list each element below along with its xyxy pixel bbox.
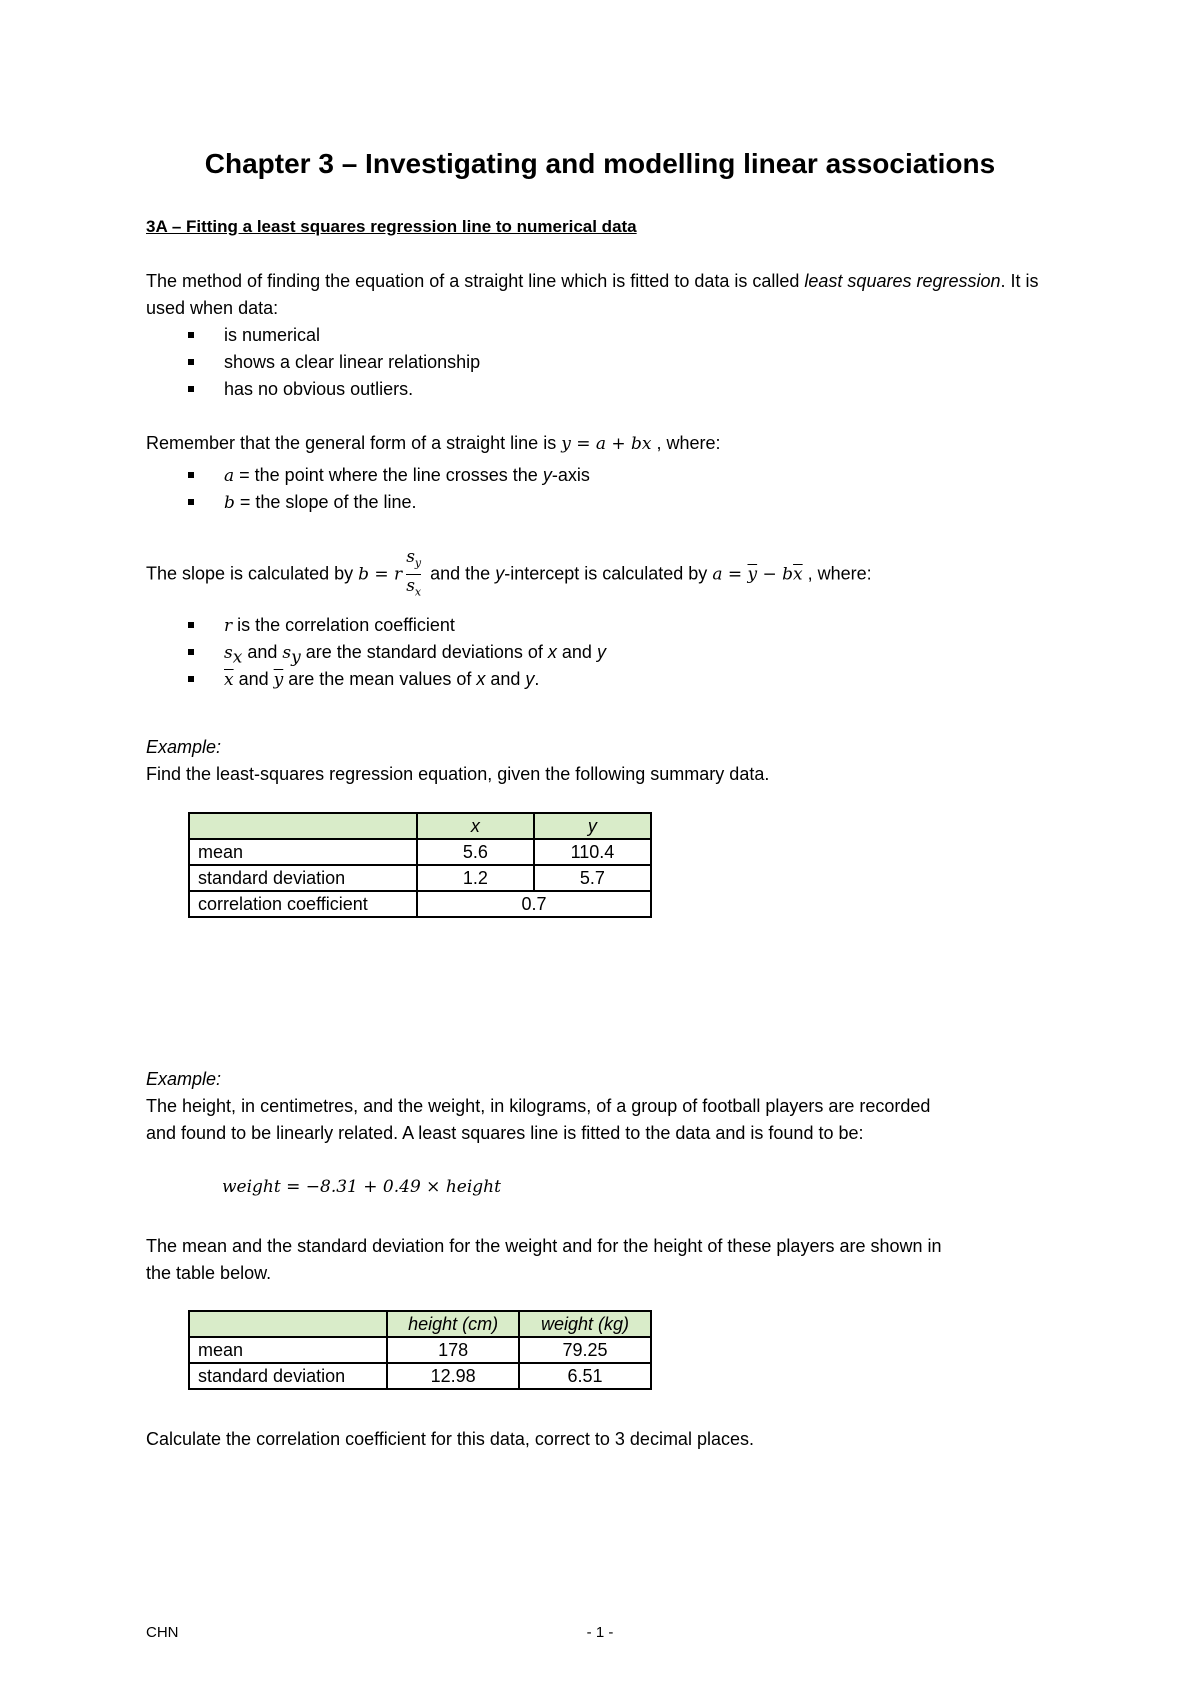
general-form-paragraph: Remember that the general form of a straight line is y = a + bx , where: (146, 433, 721, 454)
question-text: Calculate the correlation coefficient for this data, correct to 3 decimal places. (146, 1429, 754, 1449)
slope-paragraph: The slope is calculated by b = r $\frac{s_y}{s_x}$ and the y-intercept is calculated by $a = \overline{y} - b\overline{x}$ , where: (146, 546, 1066, 606)
list-item: $s_x$ and $s_y$ are the standard deviations of x and y (146, 639, 606, 666)
example2-text-2: and found to be linearly related. A least squares line is fitted to the data and is found to be: (146, 1123, 864, 1143)
section-heading: 3A – Fitting a least squares regression line to numerical data (146, 217, 637, 236)
table-row: correlation coefficient 0.7 (189, 891, 651, 917)
example1-label: Example: (146, 737, 222, 757)
table-row: x y (189, 813, 651, 839)
table-row: mean 5.6 110.4 (189, 839, 651, 865)
regression-equation: weight = −8.31 + 0.49 × height (222, 1177, 501, 1197)
table-row: standard deviation 1.2 5.7 (189, 865, 651, 891)
example2-text-3: The mean and the standard deviation for the weight and for the height of these players are shown in (146, 1236, 942, 1256)
height-weight-table (188, 1310, 652, 1390)
intro-paragraph: The method of finding the equation of a straight line which is fitted to data is called least squares regression. It is used when data: (146, 271, 1039, 318)
page-title: Chapter 3 – Investigating and modelling linear associations (204, 148, 996, 179)
list-item: has no obvious outliers. (146, 376, 480, 403)
example2-text-1: The height, in centimetres, and the weight, in kilograms, of a group of football players are recorded (146, 1096, 931, 1116)
summary-table (188, 812, 652, 918)
footer-author: CHN (146, 1624, 179, 1641)
table-row: standard deviation 12.98 6.51 (189, 1363, 651, 1389)
list-item: a = the point where the line crosses the y-axis (146, 462, 590, 489)
example1-text: Find the least-squares regression equation, given the following summary data. (146, 764, 770, 784)
intro-bullets (146, 322, 480, 403)
list-item: shows a clear linear relationship (146, 349, 480, 376)
general-form-bullets (146, 462, 590, 516)
example2-label: Example: (146, 1069, 222, 1089)
example2-text-4: the table below. (146, 1263, 272, 1283)
slope-fraction: $\frac{s_y}{s_x}$ (406, 547, 422, 599)
table-row: mean 178 79.25 (189, 1337, 651, 1363)
list-item: $\overline{x}$ and $\overline{y}$ are the mean values of x and y. (146, 666, 606, 693)
list-item: is numerical (146, 322, 480, 349)
page-number: - 1 - (586, 1624, 614, 1641)
table-row: height (cm) weight (kg) (189, 1311, 651, 1337)
list-item: b = the slope of the line. (146, 489, 590, 516)
list-item: r is the correlation coefficient (146, 612, 606, 639)
slope-bullets (146, 612, 606, 693)
